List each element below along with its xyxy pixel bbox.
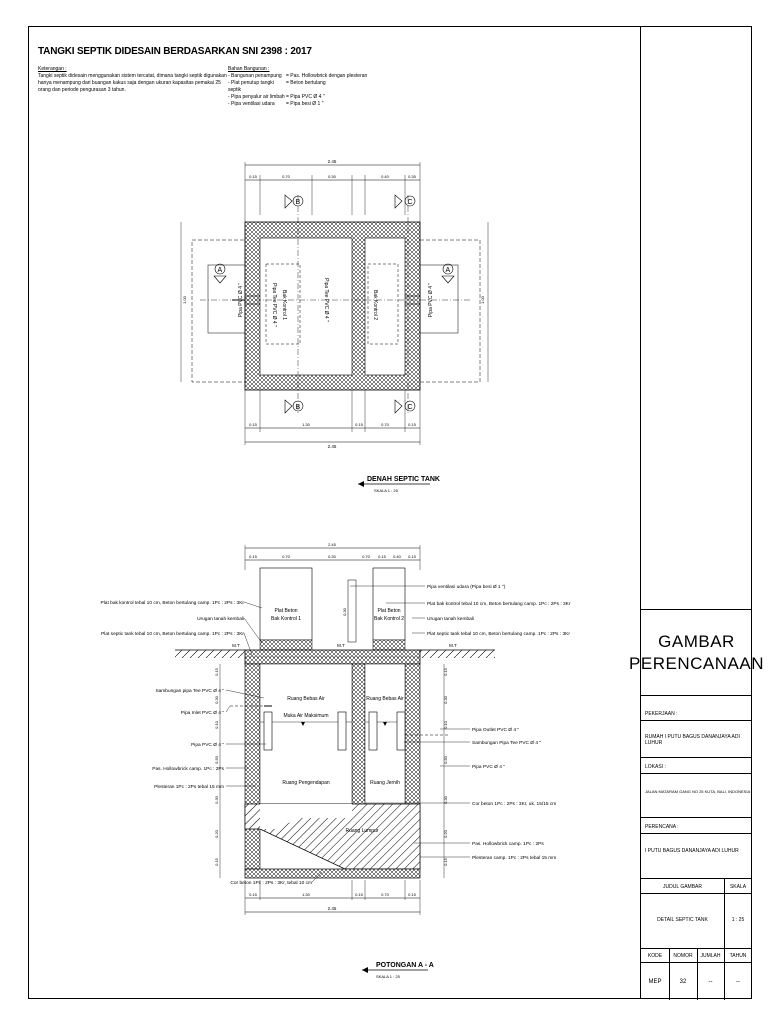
pekerjaan-value: RUMAH I PUTU BAGUS DANANJAYA ADI LUHUR [645, 734, 740, 746]
pekerjaan-label: PEKERJAAN : [645, 711, 678, 717]
section-label: Cor beton 1Pc : 2Ps : 3Kr, tebal 10 cm [230, 881, 312, 886]
dim-text: 0.15 [408, 892, 416, 897]
section-label: Pipa Inlet PVC Ø 4 " [180, 711, 224, 716]
material-spec: = Beton bertulang [286, 80, 326, 86]
dim-text: 0.15 [249, 892, 257, 897]
inner-label: Plat Beton [377, 608, 401, 614]
dim-text: 0.30 [328, 174, 336, 179]
material-item: - Bangunan penampung [228, 73, 282, 79]
dim-text: 0.70 [381, 422, 389, 427]
dim-text: 0.30 [214, 696, 219, 704]
nomor-value: 32 [679, 979, 687, 985]
lokasi-label: LOKASI : [645, 764, 666, 770]
heading-line-2: PERENCANAAN [629, 653, 764, 673]
section-label: Pipa PVC Ø 4 " [191, 743, 224, 748]
dim-text: 2.45 [327, 906, 337, 911]
inner-label: Plat Beton [274, 608, 298, 614]
section-title: POTONGAN A - A [376, 962, 434, 969]
section-label: Plesteran camp. 1Pc : 2Ps tebal 15 mm [472, 856, 557, 861]
material-spec: = Pipa PVC Ø 4 " [286, 94, 325, 100]
pekerjaan-block [641, 695, 752, 757]
pipe-label: Pipa Tee PVC Ø 4 " [323, 278, 329, 322]
dim-text: 0.15 [214, 858, 219, 866]
dim-text: 0.30 [214, 796, 219, 804]
dim-text: 0.15 [355, 422, 363, 427]
section-mark-a-right [442, 264, 454, 283]
section-label: Urugan tanah kembali [197, 617, 244, 622]
inner-label: Ruang Lumpur [345, 828, 379, 834]
dim-text: 0.70 [282, 174, 290, 179]
section-label: Plesteran 1Pc : 2Ps tebal 15 mm [154, 785, 224, 790]
section-label: Sambungan Pipa Tee PVC Ø 4 " [472, 741, 542, 746]
perencana-label: PERENCANA : [645, 824, 679, 830]
section-label: Plat septic tank tebal 10 cm, Beton bertulang camp. 1Pc : 2Ps : 3Kr [427, 632, 570, 637]
inner-label: Ruang Jernih [370, 780, 400, 786]
section-label: Pipa PVC Ø 4 " [472, 765, 505, 770]
pipe-label: Pipa PVC Ø 4 " [238, 282, 244, 318]
pipe-label: Pipa Tee PVC Ø 4 " [271, 283, 277, 327]
rule [641, 962, 752, 963]
dim-text: 0.15 [355, 892, 363, 897]
section-mark-b-top [285, 195, 303, 208]
dim-text: 0.15 [408, 554, 416, 559]
dim-text: 0.30 [342, 608, 347, 616]
plan-title: DENAH SEPTIC TANK [367, 476, 440, 483]
dim-text: 0.70 [282, 554, 290, 559]
dim-text: 0.50 [443, 756, 448, 764]
section-label-b: B [295, 199, 301, 206]
tahun-label: TAHUN [729, 953, 747, 959]
lokasi-block [641, 757, 752, 817]
nomor-label: NOMOR [673, 953, 693, 959]
section-label-a: A [445, 267, 451, 274]
inner-label: Muka Air Maksimum [283, 713, 329, 719]
dim-text: 0.20 [443, 830, 448, 838]
inner-label: M.T [232, 643, 240, 648]
section-label: Plat bak kontrol tebal 10 cm, Beton bertulang camp. 1Pc : 2Ps : 3Kr [100, 601, 244, 606]
notes-text: Tangki septik didesain menggunakan sistem tercatat, dimana tangki septik digunakan hanya menampung dari buangan kakus saja dengan ukuran kapasitas pemakai 25 orang dan periode pengurasan 3 tahun. [38, 73, 227, 93]
dim-text: 0.40 [381, 174, 389, 179]
plan-view [181, 159, 488, 493]
dim-text: 0.70 [362, 554, 370, 559]
notes-heading: Keterangan : [38, 66, 67, 72]
material-item: - Plat penutup tangki septik [228, 80, 274, 93]
box-label: Bak Kontrol 1 [281, 289, 287, 321]
section-label: Plat bak kontrol tebal 10 cm, Beton bertulang camp. 1Pc : 2Ps : 3Kr [427, 602, 571, 607]
material-spec: = Pas. Hollowbrick dengan plesteran [286, 73, 368, 79]
kode-label: KODE [647, 953, 663, 959]
material-item: - Pipa penyalur air limbah [228, 94, 285, 100]
inner-label: M.T [449, 643, 457, 648]
section-view [101, 542, 571, 979]
dim-text: 2.45 [328, 542, 336, 547]
inner-label: M.T [337, 643, 345, 648]
section-label: Pas. Hollowbrick camp. 1Pc : 2Ps [472, 842, 544, 847]
perencana-value: I PUTU BAGUS DANANJAYA ADI LUHUR [645, 848, 739, 854]
dim-text: 0.35 [408, 174, 416, 179]
rule [641, 773, 752, 774]
judul-value: DETAIL SEPTIC TANK [657, 917, 708, 923]
jumlah-value: -- [708, 979, 713, 985]
dim-text: 0.10 [214, 721, 219, 729]
judul-block [641, 878, 752, 948]
section-label: Plat septic tank tebal 10 cm, Beton bertulang camp. 1Pc : 2Ps : 3Kr [101, 632, 244, 637]
material-spec: = Pipa besi Ø 1 " [286, 101, 324, 107]
rule [641, 720, 752, 721]
tahun-value: -- [736, 979, 740, 985]
dim-text: 0.30 [443, 696, 448, 704]
inner-label: Ruang Bebas Air [287, 696, 325, 702]
box-label: Bak Kontrol 2 [372, 289, 378, 321]
inner-label: Bak Kontrol 1 [270, 616, 302, 622]
sheet-title: TANGKI SEPTIK DIDESAIN BERDASARKAN SNI 2398 : 2017 [38, 46, 312, 57]
dim-text: 0.20 [214, 830, 219, 838]
dim-text: 1.30 [302, 892, 310, 897]
dim-text: 0.30 [328, 554, 336, 559]
kode-block [641, 948, 752, 999]
rule [641, 833, 752, 834]
perencana-block [641, 817, 752, 878]
dim-text: 0.10 [443, 721, 448, 729]
section-label-c: C [407, 404, 413, 411]
dim-text: 0.50 [214, 756, 219, 764]
lokasi-value: JALAN MATARAM GANG NO 25 KUTA, BALI, INDONESIA [645, 789, 751, 794]
dim-text: 0.15 [408, 422, 416, 427]
section-label: Pipa ventilasi udara (Pipa besi Ø 1 ") [427, 585, 506, 590]
dim-text: 0.70 [381, 892, 389, 897]
rule [641, 893, 752, 894]
section-label: Pipa Outlet PVC Ø 4 " [472, 728, 520, 733]
dim-text: 0.15 [443, 858, 448, 866]
dim-text: 2.45 [327, 159, 337, 164]
section-scale: SKALA 1 : 25 [376, 974, 400, 979]
dim-text: 0.15 [214, 668, 219, 676]
heading-line-1: GAMBAR [658, 631, 735, 651]
dim-text: 0.15 [249, 422, 257, 427]
section-label: Pas. Hollowbrick camp. 1Pc : 2Ps [152, 767, 224, 772]
dim-text: 0.30 [443, 796, 448, 804]
dim-text: 2.45 [327, 444, 337, 449]
dim-text: 0.40 [393, 554, 401, 559]
dim-text: 1.00 [480, 296, 485, 304]
inner-label: Bak Kontrol 2 [373, 616, 405, 622]
plan-scale: SKALA 1 : 25 [374, 488, 398, 493]
dim-text: 0.15 [249, 554, 257, 559]
material-item: - Pipa ventilasi udara [228, 101, 275, 107]
jumlah-label: JUMLAH [700, 953, 721, 959]
section-mark-a-left [214, 264, 226, 283]
section-label-c: C [407, 199, 413, 206]
dim-text: 0.15 [378, 554, 386, 559]
section-label: Urugan tanah kembali [427, 617, 474, 622]
section-label-b: B [295, 404, 301, 411]
section-label-a: A [217, 267, 223, 274]
materials-heading: Bahan Bangunan : [228, 66, 270, 72]
judul-label: JUDUL GAMBAR [663, 884, 702, 890]
dim-text: 0.15 [443, 668, 448, 676]
inner-label: Ruang Pengendapan [282, 780, 330, 786]
kode-value: MEP [648, 979, 662, 985]
pipe-label: Pipa PVC Ø 4 " [428, 282, 434, 318]
title-block-heading [629, 609, 764, 695]
inner-label: Ruang Bebas Air [366, 696, 404, 702]
section-mark-b-bottom [285, 400, 303, 413]
dim-text: 1.30 [302, 422, 310, 427]
section-label: Sambungan pipa Tee PVC Ø 4 " [155, 689, 224, 694]
section-label: Cor beton 1Pc : 2Ps : 3Kr, uk. 15/15 cm [472, 802, 557, 807]
dim-text: 0.15 [249, 174, 257, 179]
skala-value: 1 : 25 [731, 917, 745, 923]
skala-label: SKALA [729, 884, 747, 890]
dim-text: 1.00 [182, 296, 187, 304]
